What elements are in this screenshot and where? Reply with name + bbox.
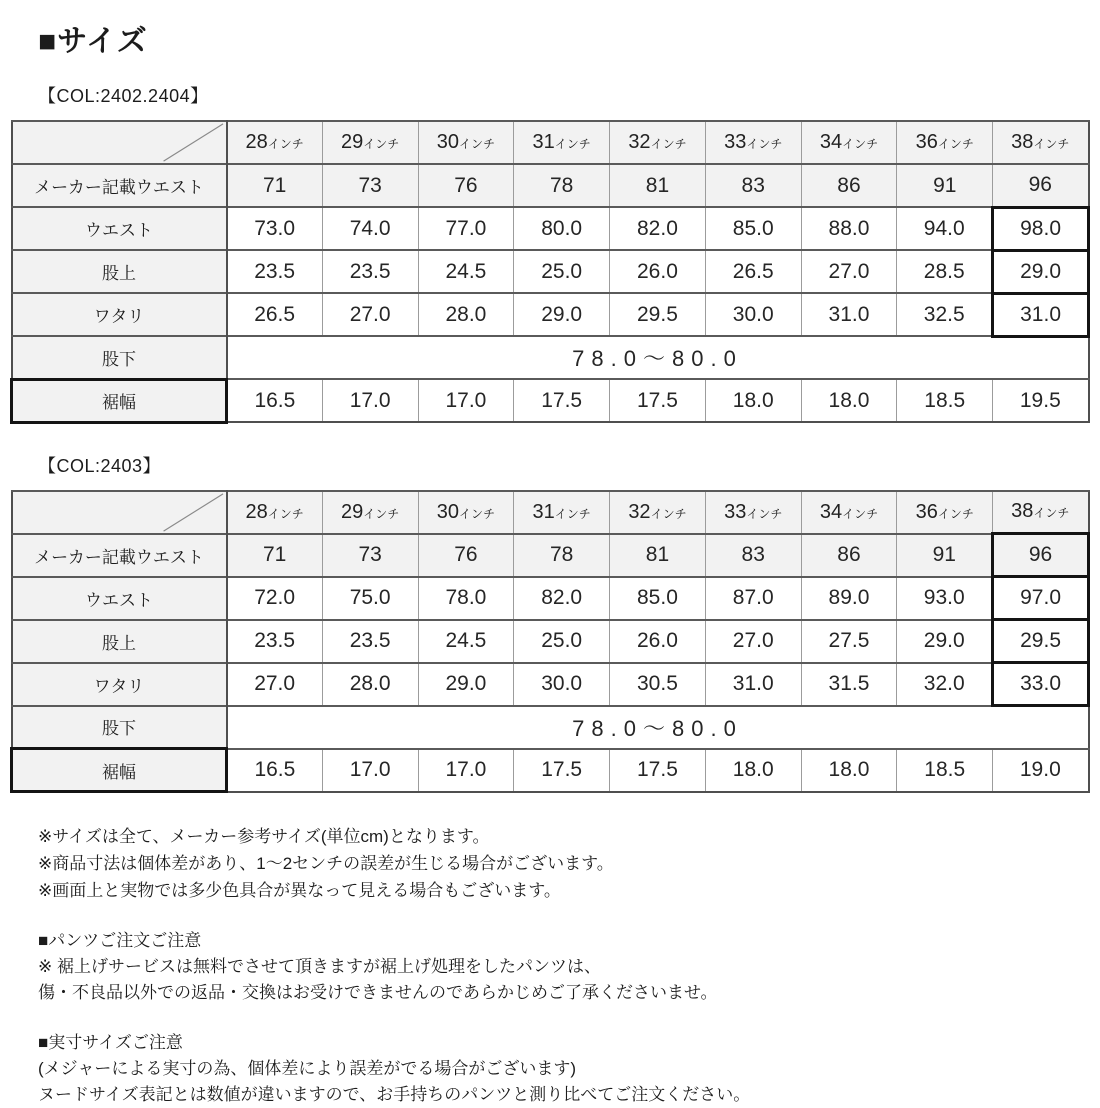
- size-cell: 31.5: [801, 663, 897, 706]
- col-header-34inch: 34インチ: [801, 121, 897, 164]
- size-cell: 17.0: [322, 379, 418, 422]
- size-cell: 24.5: [418, 620, 514, 663]
- row-label-3: ワタリ: [12, 663, 227, 706]
- size-cell: 26.5: [227, 293, 323, 336]
- merged-value-cell: 78.0～80.0: [227, 706, 1089, 749]
- table-caption-col2402-2404: 【COL:2402.2404】: [38, 86, 209, 106]
- table-row: [12, 293, 1089, 336]
- size-cell: 16.5: [227, 749, 323, 792]
- size-cell: 86: [801, 164, 897, 207]
- size-cell: 78: [514, 534, 610, 577]
- size-cell: 29.0: [897, 620, 993, 663]
- row-label-2: 股上: [12, 250, 227, 293]
- size-cell: 32.0: [897, 663, 993, 706]
- note-line: ※画面上と実物では多少色具合が異なって見える場合もございます。: [38, 881, 561, 900]
- size-cell: 27.0: [801, 250, 897, 293]
- table-row: [12, 379, 1089, 422]
- table-row: [12, 663, 1089, 706]
- size-cell: 82.0: [514, 577, 610, 620]
- size-cell: 18.0: [705, 379, 801, 422]
- row-label-1: ウエスト: [12, 207, 227, 250]
- size-cell: 30.5: [610, 663, 706, 706]
- size-cell: 27.0: [322, 293, 418, 336]
- size-cell: 23.5: [322, 250, 418, 293]
- size-cell: 96: [993, 534, 1089, 577]
- size-cell: 93.0: [897, 577, 993, 620]
- size-cell: 26.0: [610, 250, 706, 293]
- size-cell: 78.0: [418, 577, 514, 620]
- diagonal-line: [13, 492, 226, 533]
- size-cell: 30.0: [705, 293, 801, 336]
- size-cell: 81: [610, 534, 706, 577]
- size-cell: 74.0: [322, 207, 418, 250]
- table-row: [12, 749, 1089, 792]
- table-caption-col2403: 【COL:2403】: [38, 455, 162, 476]
- note-line: ※サイズは全て、メーカー参考サイズ(単位cm)となります。: [38, 827, 490, 846]
- actual-size-notice-line: (メジャーによる実寸の為、個体差により誤差がでる場合がございます): [38, 1059, 576, 1078]
- size-cell: 85.0: [705, 207, 801, 250]
- size-cell: 77.0: [418, 207, 514, 250]
- size-cell: 78: [514, 164, 610, 207]
- size-cell: 72.0: [227, 577, 323, 620]
- size-cell: 23.5: [227, 250, 323, 293]
- size-cell: 23.5: [227, 620, 323, 663]
- size-cell: 73.0: [227, 207, 323, 250]
- size-cell: 27.0: [227, 663, 323, 706]
- size-cell: 18.5: [897, 379, 993, 422]
- size-cell: 87.0: [705, 577, 801, 620]
- size-cell: 82.0: [610, 207, 706, 250]
- header-row: [12, 121, 1089, 164]
- actual-size-notice-section: [38, 1030, 1090, 1108]
- size-cell: 17.5: [514, 749, 610, 792]
- size-cell: 24.5: [418, 250, 514, 293]
- size-cell: 75.0: [322, 577, 418, 620]
- size-cell: 91: [897, 534, 993, 577]
- actual-size-notice-title: ■実寸サイズご注意: [38, 1033, 183, 1052]
- size-cell: 96: [993, 164, 1089, 207]
- col-header-29inch: 29インチ: [322, 491, 418, 534]
- row-label-3: ワタリ: [12, 293, 227, 336]
- size-cell: 71: [227, 164, 323, 207]
- diagonal-line: [13, 122, 226, 163]
- table-corner-cell: [12, 121, 227, 164]
- size-cell: 83: [705, 534, 801, 577]
- size-cell: 17.0: [418, 749, 514, 792]
- row-label-5: 裾幅: [12, 749, 227, 792]
- size-cell: 97.0: [993, 577, 1089, 620]
- size-cell: 25.0: [514, 620, 610, 663]
- size-cell: 31.0: [993, 293, 1089, 336]
- col-header-32inch: 32インチ: [610, 491, 706, 534]
- pants-order-notice-line: ※ 裾上げサービスは無料でさせて頂きますが裾上げ処理をしたパンツは、: [38, 957, 601, 976]
- row-label-0: メーカー記載ウエスト: [12, 164, 227, 207]
- table-row: [12, 250, 1089, 293]
- size-cell: 29.0: [993, 250, 1089, 293]
- size-cell: 83: [705, 164, 801, 207]
- size-cell: 31.0: [705, 663, 801, 706]
- size-cell: 29.5: [993, 620, 1089, 663]
- size-cell: 19.0: [993, 749, 1089, 792]
- size-cell: 25.0: [514, 250, 610, 293]
- size-cell: 71: [227, 534, 323, 577]
- size-cell: 18.5: [897, 749, 993, 792]
- size-cell: 91: [897, 164, 993, 207]
- table-row: [12, 207, 1089, 250]
- col-header-38inch: 38インチ: [993, 491, 1089, 534]
- row-label-1: ウエスト: [12, 577, 227, 620]
- size-cell: 80.0: [514, 207, 610, 250]
- size-cell: 26.5: [705, 250, 801, 293]
- table-row: [12, 706, 1089, 749]
- row-label-4: 股下: [12, 706, 227, 749]
- table-row: [12, 164, 1089, 207]
- size-cell: 76: [418, 534, 514, 577]
- size-cell: 17.0: [418, 379, 514, 422]
- size-cell: 17.5: [610, 379, 706, 422]
- row-label-5: 裾幅: [12, 379, 227, 422]
- size-cell: 29.5: [610, 293, 706, 336]
- size-cell: 73: [322, 534, 418, 577]
- note-line: ※商品寸法は個体差があり、1～2センチの誤差が生じる場合がございます。: [38, 854, 614, 873]
- size-cell: 94.0: [897, 207, 993, 250]
- size-cell: 19.5: [993, 379, 1089, 422]
- table-corner-cell: [12, 491, 227, 534]
- size-cell: 27.5: [801, 620, 897, 663]
- col-header-36inch: 36インチ: [897, 121, 993, 164]
- size-cell: 29.0: [418, 663, 514, 706]
- pants-order-notice-title: ■パンツご注文ご注意: [38, 931, 202, 950]
- row-label-0: メーカー記載ウエスト: [12, 534, 227, 577]
- size-cell: 76: [418, 164, 514, 207]
- row-label-2: 股上: [12, 620, 227, 663]
- col-header-31inch: 31インチ: [514, 121, 610, 164]
- size-cell: 28.5: [897, 250, 993, 293]
- table-row: [12, 534, 1089, 577]
- size-cell: 32.5: [897, 293, 993, 336]
- col-header-28inch: 28インチ: [227, 491, 323, 534]
- table-row: [12, 336, 1089, 379]
- size-cell: 17.5: [610, 749, 706, 792]
- page-title: ■サイズ: [38, 25, 148, 58]
- size-table-col2403: [10, 490, 1090, 794]
- col-header-30inch: 30インチ: [418, 491, 514, 534]
- size-cell: 29.0: [514, 293, 610, 336]
- col-header-29inch: 29インチ: [322, 121, 418, 164]
- col-header-30inch: 30インチ: [418, 121, 514, 164]
- size-cell: 17.0: [322, 749, 418, 792]
- col-header-33inch: 33インチ: [705, 121, 801, 164]
- size-cell: 31.0: [801, 293, 897, 336]
- col-header-32inch: 32インチ: [610, 121, 706, 164]
- size-cell: 30.0: [514, 663, 610, 706]
- actual-size-notice-line: ヌードサイズ表記とは数値が違いますので、お手持ちのパンツと測り比べてご注文ください。: [38, 1085, 751, 1104]
- size-cell: 18.0: [801, 749, 897, 792]
- header-row: [12, 491, 1089, 534]
- size-cell: 18.0: [705, 749, 801, 792]
- row-label-4: 股下: [12, 336, 227, 379]
- pants-order-notice-line: 傷・不良品以外での返品・交換はお受けできませんのであらかじめご了承くださいませ。: [38, 983, 718, 1002]
- size-cell: 86: [801, 534, 897, 577]
- size-cell: 18.0: [801, 379, 897, 422]
- size-cell: 27.0: [705, 620, 801, 663]
- size-cell: 85.0: [610, 577, 706, 620]
- col-header-38inch: 38インチ: [993, 121, 1089, 164]
- merged-value-cell: 78.0～80.0: [227, 336, 1089, 379]
- col-header-36inch: 36インチ: [897, 491, 993, 534]
- pants-order-notice-section: [38, 928, 1090, 1006]
- table-row: [12, 577, 1089, 620]
- size-cell: 33.0: [993, 663, 1089, 706]
- size-cell: 26.0: [610, 620, 706, 663]
- table-row: [12, 620, 1089, 663]
- col-header-28inch: 28インチ: [227, 121, 323, 164]
- size-cell: 81: [610, 164, 706, 207]
- size-cell: 16.5: [227, 379, 323, 422]
- size-cell: 28.0: [322, 663, 418, 706]
- size-cell: 98.0: [993, 207, 1089, 250]
- size-cell: 89.0: [801, 577, 897, 620]
- size-cell: 17.5: [514, 379, 610, 422]
- size-notes: [38, 823, 1090, 904]
- size-cell: 88.0: [801, 207, 897, 250]
- size-cell: 73: [322, 164, 418, 207]
- size-cell: 23.5: [322, 620, 418, 663]
- col-header-31inch: 31インチ: [514, 491, 610, 534]
- size-table-col2402-2404: [10, 120, 1090, 424]
- size-cell: 28.0: [418, 293, 514, 336]
- col-header-33inch: 33インチ: [705, 491, 801, 534]
- col-header-34inch: 34インチ: [801, 491, 897, 534]
